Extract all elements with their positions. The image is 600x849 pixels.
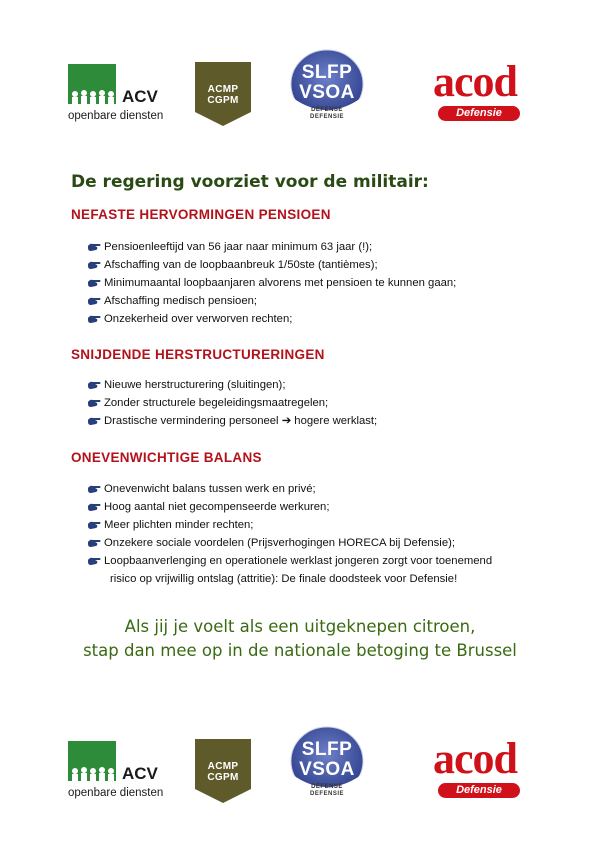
- list-item-text: Onevenwicht balans tussen werk en privé;: [104, 483, 316, 495]
- list-item-text: Nieuwe herstructurering (sluitingen);: [104, 379, 286, 391]
- acod-name: acod: [433, 57, 517, 106]
- hand-pointer-icon: [88, 484, 101, 494]
- list-item-text: Meer plichten minder rechten;: [104, 519, 254, 531]
- acv-people-icon: [70, 767, 116, 783]
- acod-logo: [420, 57, 530, 128]
- acv-subtitle: openbare diensten: [68, 110, 164, 122]
- slfp-logo: [287, 725, 367, 809]
- acmp-line1: ACMP: [207, 84, 239, 95]
- acod-name: acod: [433, 734, 517, 783]
- acmp-logo: [195, 62, 251, 126]
- section-title-herstructureringen: SNIJDENDE HERSTRUCTURERINGEN: [71, 347, 325, 362]
- acv-people-icon: [70, 90, 116, 106]
- hand-pointer-icon: [88, 520, 101, 530]
- list-item: [88, 310, 456, 328]
- acmp-line2: CGPM: [207, 772, 239, 783]
- hand-pointer-icon: [88, 314, 101, 324]
- main-title: De regering voorziet voor de militair:: [71, 172, 429, 192]
- closing-line-1: Als jij je voelt als een uitgeknepen citroen,: [124, 617, 476, 636]
- list-item-text: Loopbaanverlenging en operationele werklast jongeren zorgt voor toenemend: [104, 555, 493, 567]
- acod-logo: [420, 734, 530, 805]
- list-item: [88, 412, 377, 430]
- hand-pointer-icon: [88, 538, 101, 548]
- slfp-sub1: DÉFENSE: [311, 784, 343, 790]
- list-item-text: Hoog aantal niet gecompenseerde werkuren;: [104, 501, 330, 513]
- slfp-sub2: DEFENSIE: [309, 791, 344, 797]
- list-item: [88, 498, 492, 516]
- hand-pointer-icon: [88, 502, 101, 512]
- acv-logo: [68, 741, 168, 805]
- slfp-line2: VSOA: [299, 82, 355, 103]
- hand-pointer-icon: [88, 556, 101, 566]
- hand-pointer-icon: [88, 416, 101, 426]
- acod-subtitle: Defensie: [438, 106, 520, 121]
- acod-subtitle: Defensie: [438, 783, 520, 798]
- slfp-line2: VSOA: [299, 759, 355, 780]
- hand-pointer-icon: [88, 260, 101, 270]
- slfp-line1: SLFP: [301, 739, 353, 760]
- list-item-text: Afschaffing van de loopbaanbreuk 1/50ste (tantièmes);: [104, 259, 378, 271]
- bullet-list-herstructureringen: [88, 376, 377, 430]
- slfp-sub2: DEFENSIE: [309, 114, 344, 120]
- closing-line-2: stap dan mee op in de nationale betoging te Brussel: [83, 641, 517, 660]
- section-title-balans: ONEVENWICHTIGE BALANS: [71, 450, 262, 465]
- list-item-text: Onzekerheid over verworven rechten;: [104, 313, 293, 325]
- list-item: [88, 238, 456, 256]
- hand-pointer-icon: [88, 296, 101, 306]
- slfp-sub1: DÉFENSE: [311, 107, 343, 113]
- list-item: [88, 256, 456, 274]
- logo-row-bottom: [0, 735, 600, 815]
- hand-pointer-icon: [88, 398, 101, 408]
- hand-pointer-icon: [88, 278, 101, 288]
- list-item: [88, 376, 377, 394]
- bullet-list-pensioen: [88, 238, 456, 328]
- hand-pointer-icon: [88, 242, 101, 252]
- slfp-line1: SLFP: [301, 62, 353, 83]
- list-item: [88, 274, 456, 292]
- list-item-text: Drastische vermindering personeel ➔ hogere werklast;: [104, 415, 378, 427]
- list-item: [88, 292, 456, 310]
- list-item-continuation: [88, 570, 492, 588]
- list-item-text: risico op vrijwillig ontslag (attritie): De finale doodsteek voor Defensie!: [110, 573, 458, 585]
- list-item-text: Zonder structurele begeleidingsmaatregelen;: [104, 397, 329, 409]
- hand-pointer-icon: [88, 380, 101, 390]
- list-item-text: Afschaffing medisch pensioen;: [104, 295, 258, 307]
- acmp-line2: CGPM: [207, 95, 239, 106]
- bullet-list-balans: [88, 480, 492, 588]
- acv-logo: [68, 64, 168, 128]
- list-item: [88, 534, 492, 552]
- list-item-text: Minimumaantal loopbaanjaren alvorens met pensioen te kunnen gaan;: [104, 277, 457, 289]
- slfp-logo: [287, 48, 367, 132]
- list-item-text: Pensioenleeftijd van 56 jaar naar minimum 63 jaar (!);: [104, 241, 373, 253]
- section-title-pensioen: NEFASTE HERVORMINGEN PENSIOEN: [71, 207, 331, 222]
- acv-subtitle: openbare diensten: [68, 787, 164, 799]
- list-item: [88, 480, 492, 498]
- acv-name: ACV: [122, 87, 158, 106]
- acv-name: ACV: [122, 764, 158, 783]
- acmp-line1: ACMP: [207, 761, 239, 772]
- list-item-text: Onzekere sociale voordelen (Prijsverhogingen HORECA bij Defensie);: [104, 537, 455, 549]
- acmp-logo: [195, 739, 251, 803]
- list-item: [88, 516, 492, 534]
- logo-row-top: [0, 58, 600, 138]
- list-item: [88, 552, 492, 570]
- list-item: [88, 394, 377, 412]
